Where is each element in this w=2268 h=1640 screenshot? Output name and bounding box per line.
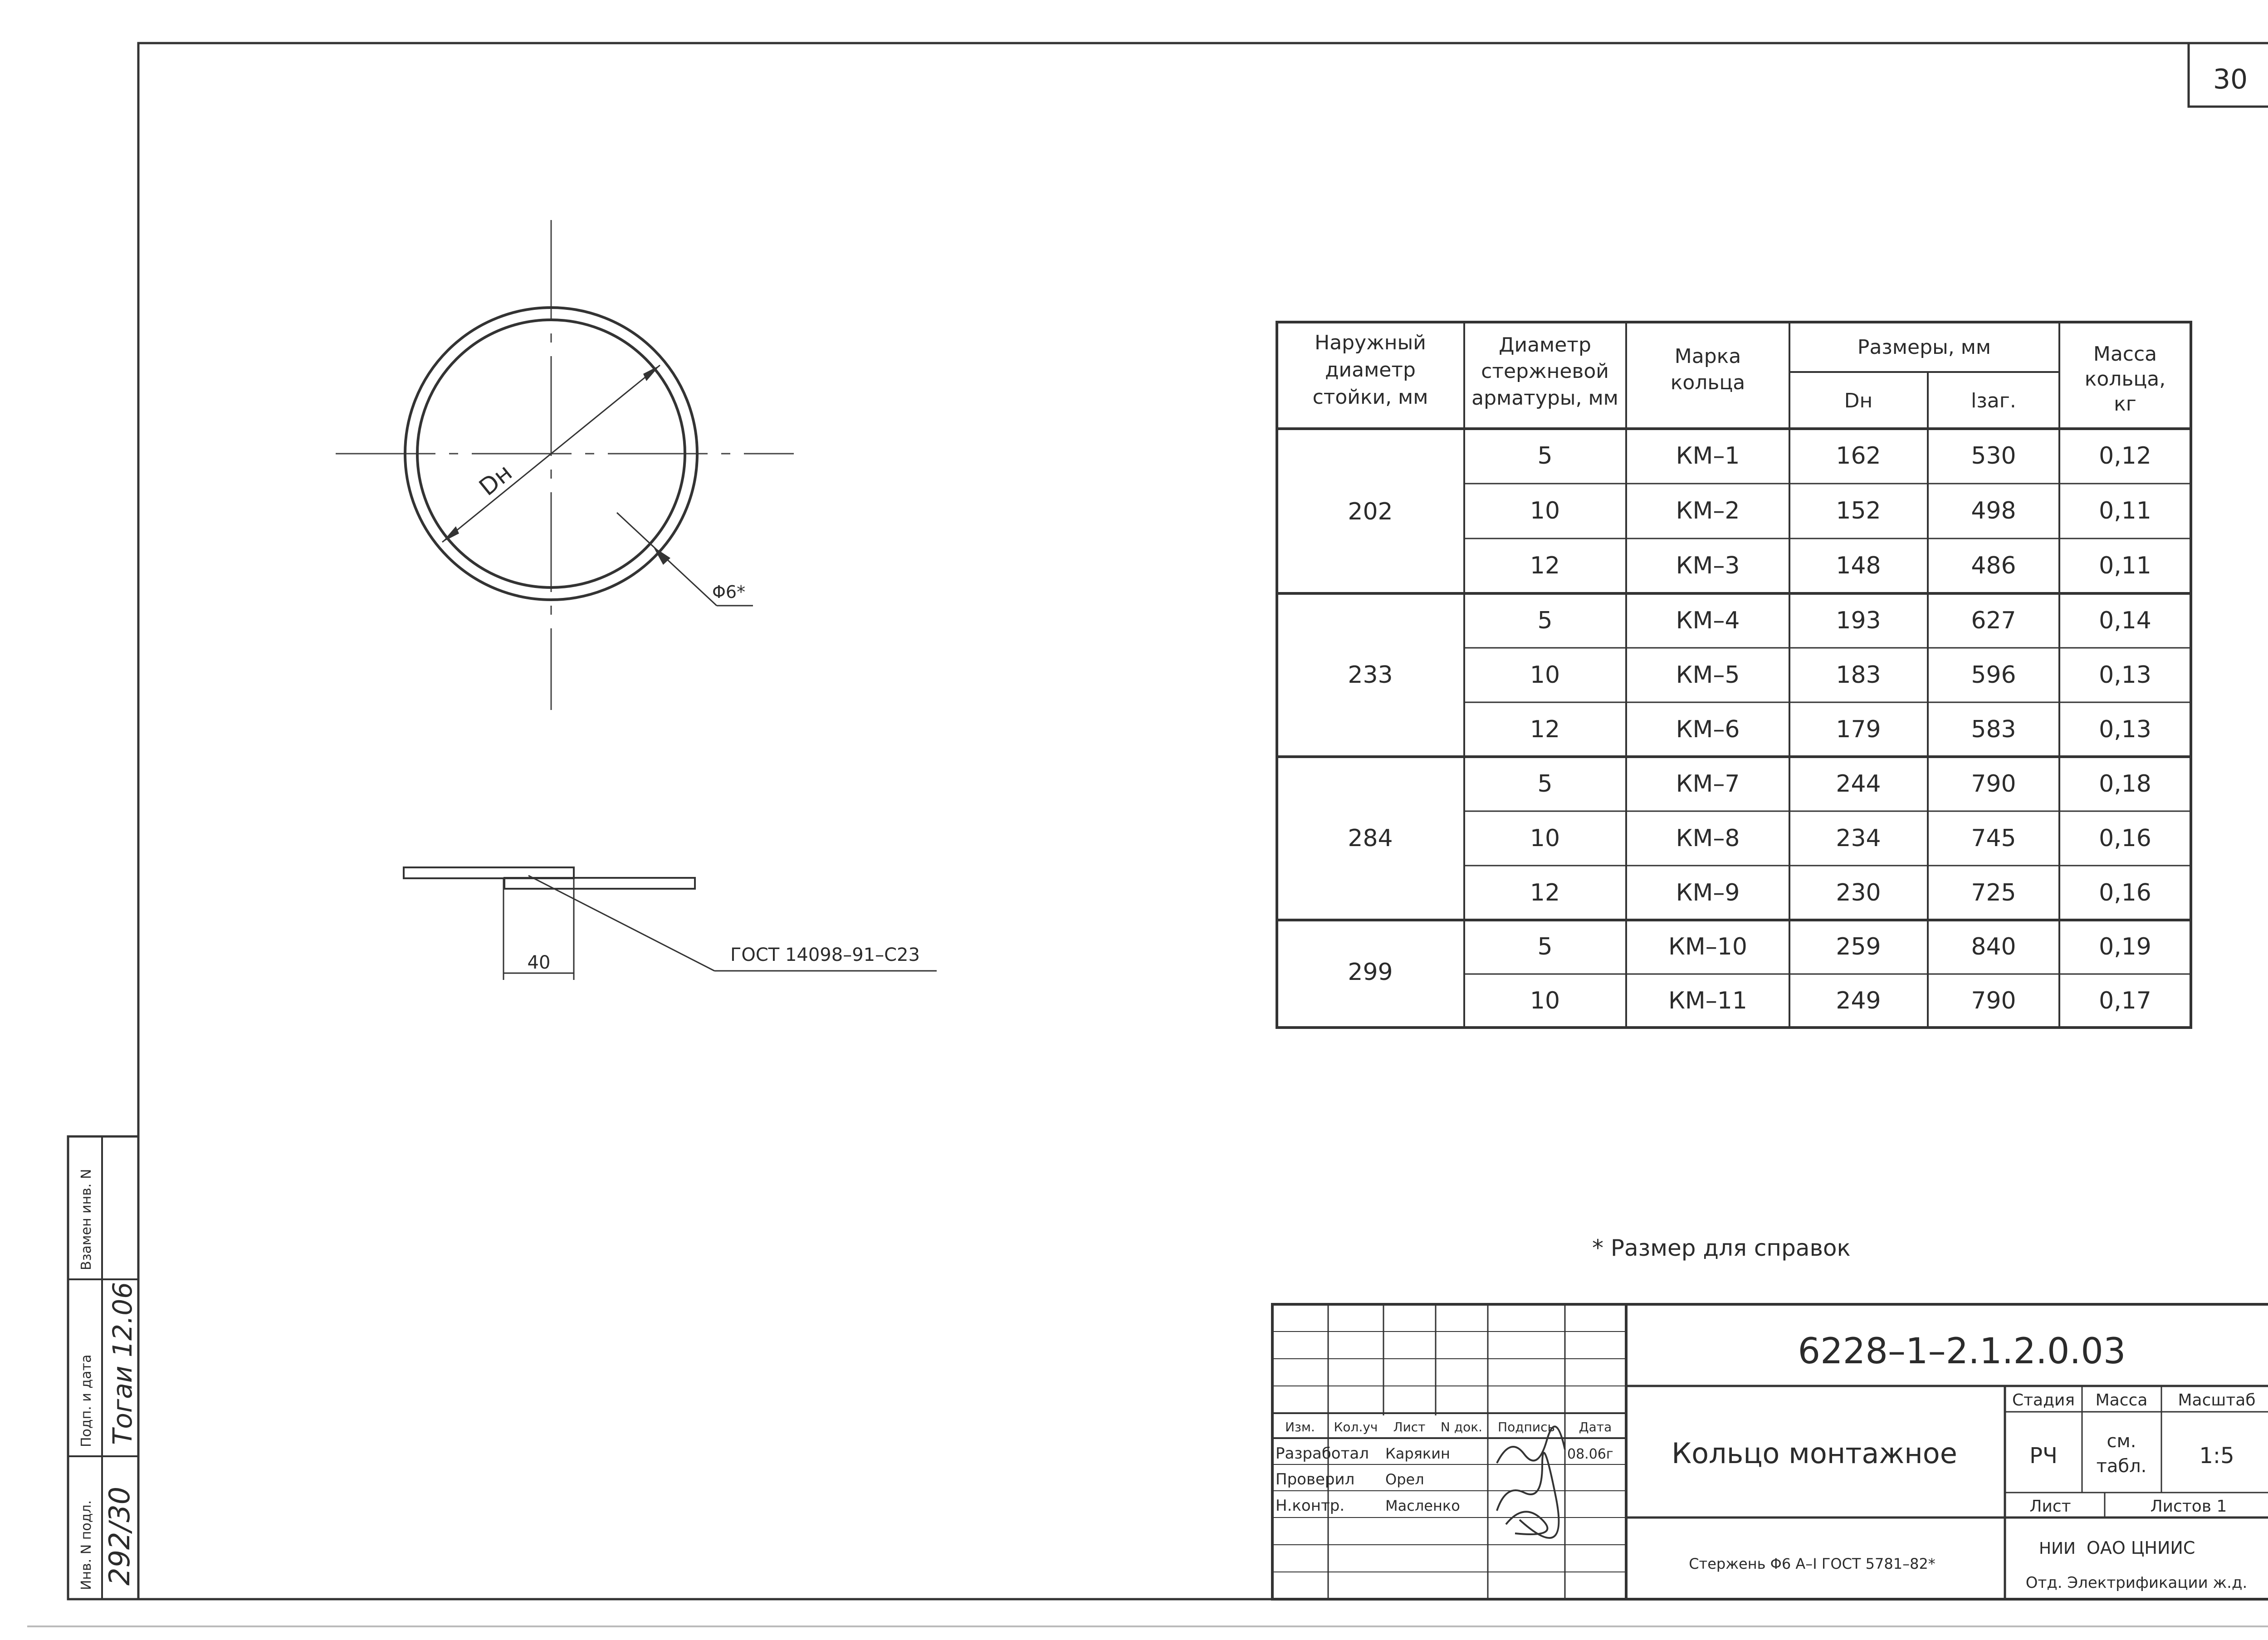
role-developer: Разработал (1276, 1444, 1369, 1463)
mark-cell: КМ–6 (1676, 716, 1740, 743)
mass-cell: 0,16 (2099, 879, 2151, 906)
dn-cell: 193 (1836, 607, 1881, 634)
mark-cell: КМ–3 (1676, 552, 1740, 579)
mark-cell: КМ–7 (1676, 770, 1740, 798)
lzag-cell: 498 (1971, 497, 2016, 524)
ring-section-view (404, 867, 937, 980)
rod-cell: 5 (1537, 933, 1553, 960)
scale-value: 1:5 (2199, 1443, 2234, 1469)
rev-header-date: Дата (1579, 1420, 1612, 1434)
header-ring-mark-2: кольца (1670, 371, 1745, 394)
rod-cell: 10 (1530, 497, 1560, 524)
rev-header-izm: Изм. (1285, 1420, 1315, 1434)
name-normcontrol: Масленко (1385, 1497, 1460, 1514)
mass-cell: 0,14 (2099, 607, 2151, 634)
mark-cell: КМ–10 (1668, 933, 1747, 960)
dn-cell: 162 (1836, 442, 1881, 470)
sheet-number-box (2189, 43, 2268, 107)
date-developer: 08.06г (1567, 1446, 1613, 1462)
header-mass-2: кольца, (2084, 367, 2166, 391)
lzag-cell: 596 (1971, 661, 2016, 689)
mark-cell: КМ–2 (1676, 497, 1740, 524)
org-logo-text: НИИ (2039, 1539, 2076, 1558)
header-rod-diameter-2: стержневой (1481, 360, 1609, 383)
rod-cell: 12 (1530, 552, 1560, 579)
org-name: ОАО ЦНИИС (2087, 1538, 2195, 1558)
signatures (1497, 1426, 1565, 1538)
outer-diameter-cell: 284 (1348, 825, 1393, 852)
header-rod-diameter-3: арматуры, мм (1471, 387, 1618, 410)
role-checker: Проверил (1276, 1470, 1355, 1488)
header-lzag: lзаг. (1971, 389, 2016, 412)
dim-phi-label: Φ6* (712, 582, 746, 602)
dn-cell: 152 (1836, 497, 1881, 524)
lzag-cell: 790 (1971, 987, 2016, 1014)
mark-cell: КМ–9 (1676, 879, 1740, 906)
mass-cell: 0,13 (2099, 661, 2151, 689)
col-stage: Стадия (2012, 1391, 2075, 1410)
dn-cell: 183 (1836, 661, 1881, 689)
ring-table-body (1348, 442, 2151, 1014)
lzag-cell: 627 (1971, 607, 2016, 634)
replace-label: Взамен инв. N (78, 1169, 94, 1270)
mark-cell: КМ–8 (1676, 825, 1740, 852)
header-rod-diameter-1: Диаметр (1499, 333, 1591, 357)
header-outer-diameter-3: стойки, мм (1312, 386, 1428, 409)
lzag-cell: 486 (1971, 552, 2016, 579)
lzag-cell: 745 (1971, 825, 2016, 852)
dim-dn-label: Dн (474, 459, 518, 502)
dn-cell: 249 (1836, 987, 1881, 1014)
col-scale: Масштаб (2178, 1391, 2256, 1410)
role-normcontrol: Н.контр. (1276, 1497, 1345, 1515)
ring-plan-view (336, 220, 794, 710)
mass-cell: 0,13 (2099, 716, 2151, 743)
designation: 6228–1–2.1.2.0.03 (1798, 1331, 2126, 1372)
lzag-cell: 583 (1971, 716, 2016, 743)
rod-cell: 12 (1530, 716, 1560, 743)
lzag-cell: 725 (1971, 879, 2016, 906)
rev-header-ndok: N док. (1440, 1420, 1483, 1434)
rod-cell: 5 (1537, 607, 1553, 634)
outer-diameter-cell: 202 (1348, 498, 1393, 525)
mass-cell: 0,11 (2099, 497, 2151, 524)
rod-cell: 5 (1537, 442, 1553, 470)
gost-callout: ГОСТ 14098–91–С23 (730, 945, 920, 965)
lzag-cell: 840 (1971, 933, 2016, 960)
dn-cell: 259 (1836, 933, 1881, 960)
side-stamp-text (78, 1169, 138, 1590)
mass-cell: 0,11 (2099, 552, 2151, 579)
header-dn: Dн (1844, 389, 1873, 412)
dn-cell: 148 (1836, 552, 1881, 579)
dim-width-label: 40 (527, 952, 551, 973)
sign-label: Подп. и дата (78, 1354, 94, 1447)
sheet-number: 30 (2213, 64, 2248, 95)
sheets-label: Листов 1 (2150, 1497, 2227, 1516)
dn-cell: 179 (1836, 716, 1881, 743)
dn-cell: 244 (1836, 770, 1881, 798)
rod-cell: 10 (1530, 661, 1560, 689)
mark-cell: КМ–5 (1676, 661, 1740, 689)
outer-diameter-cell: 233 (1348, 661, 1393, 689)
header-mass-3: кг (2114, 392, 2136, 416)
sign-value: Тогаи 12.06 (107, 1282, 138, 1445)
dn-cell: 234 (1836, 825, 1881, 852)
mass-cell: 0,18 (2099, 770, 2151, 798)
rev-header-sign: Подпись (1498, 1420, 1555, 1434)
header-sizes: Размеры, мм (1857, 336, 1991, 359)
mark-cell: КМ–4 (1676, 607, 1740, 634)
sheet-label: Лист (2029, 1497, 2071, 1516)
rev-header-koluch: Кол.уч (1334, 1420, 1378, 1434)
inv-label: Инв. N подл. (78, 1500, 94, 1590)
rod-cell: 10 (1530, 987, 1560, 1014)
mass-cell: 0,12 (2099, 442, 2151, 470)
dn-cell: 230 (1836, 879, 1881, 906)
material-spec: Стержень Φ6 А–I ГОСТ 5781–82* (1689, 1555, 1936, 1572)
part-title: Кольцо монтажное (1672, 1437, 1957, 1470)
rev-header-list: Лист (1393, 1420, 1426, 1434)
mass-value-1: см. (2107, 1431, 2136, 1452)
mass-cell: 0,17 (2099, 987, 2151, 1014)
mass-cell: 0,19 (2099, 933, 2151, 960)
rod-cell: 5 (1537, 770, 1553, 798)
name-checker: Орел (1385, 1471, 1424, 1488)
mark-cell: КМ–1 (1676, 442, 1740, 470)
inv-value: 292/30 (103, 1486, 136, 1586)
title-block-text (1276, 1331, 2256, 1592)
mass-cell: 0,16 (2099, 825, 2151, 852)
header-ring-mark-1: Марка (1674, 345, 1741, 368)
col-mass: Масса (2095, 1391, 2148, 1410)
lzag-cell: 790 (1971, 770, 2016, 798)
org-department: Отд. Электрификации ж.д. (2025, 1574, 2248, 1592)
rod-cell: 10 (1530, 825, 1560, 852)
header-outer-diameter-2: диаметр (1325, 358, 1416, 382)
stage-value: РЧ (2029, 1443, 2058, 1469)
header-mass-1: Масса (2093, 343, 2157, 366)
ring-table-header (1313, 331, 2166, 416)
name-developer: Карякин (1385, 1445, 1450, 1462)
mass-value-2: табл. (2096, 1456, 2147, 1477)
mark-cell: КМ–11 (1668, 987, 1747, 1014)
lzag-cell: 530 (1971, 442, 2016, 470)
reference-note: * Размер для справок (1592, 1235, 1851, 1261)
outer-diameter-cell: 299 (1348, 959, 1393, 986)
header-outer-diameter-1: Наружный (1315, 331, 1426, 354)
rod-cell: 12 (1530, 879, 1560, 906)
